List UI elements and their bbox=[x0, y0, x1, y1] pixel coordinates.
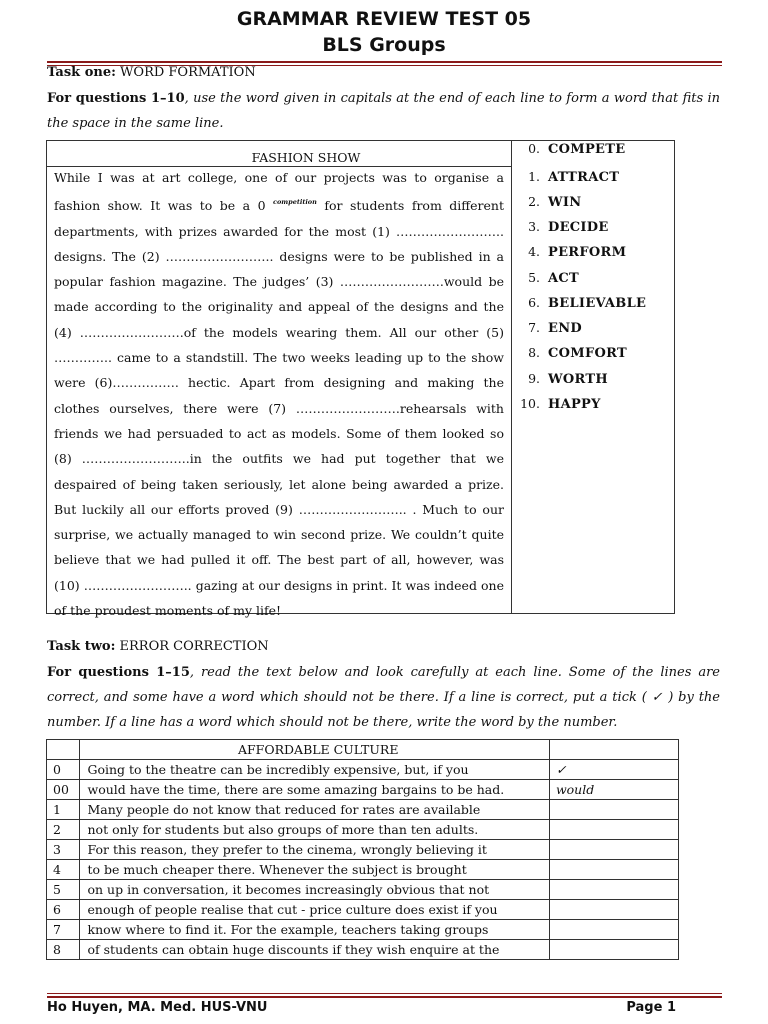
row-text: Going to the theatre can be incredibly expensive, but, if you bbox=[79, 760, 549, 780]
table-divider bbox=[511, 140, 512, 614]
keyword-row bbox=[514, 219, 609, 235]
row-text: enough of people realise that cut - price culture does exist if you bbox=[79, 900, 549, 920]
row-answer[interactable]: would bbox=[549, 780, 678, 800]
keyword-row bbox=[514, 295, 646, 311]
keyword-word: ATTRACT bbox=[548, 170, 620, 185]
row-text: on up in conversation, it becomes increasingly obvious that not bbox=[79, 880, 549, 900]
row-number: 4 bbox=[47, 860, 80, 880]
error-correction-table bbox=[46, 739, 679, 960]
row-answer[interactable] bbox=[549, 940, 678, 960]
row-number: 1 bbox=[47, 800, 80, 820]
row-answer[interactable]: ✓ bbox=[549, 760, 678, 780]
table-row bbox=[47, 880, 679, 900]
row-text: to be much cheaper there. Whenever the subject is brought bbox=[79, 860, 549, 880]
passage-example-word: competition bbox=[273, 198, 317, 207]
footer-author: Ho Huyen, MA. Med. HUS-VNU bbox=[47, 1000, 268, 1015]
passage-title: FASHION SHOW bbox=[251, 150, 361, 165]
table-header-row bbox=[47, 740, 679, 760]
row-text: For this reason, they prefer to the cinema, wrongly believing it bbox=[79, 840, 549, 860]
task-one-heading bbox=[47, 65, 256, 80]
keyword-number: 0. bbox=[528, 141, 540, 156]
keyword-row bbox=[514, 396, 601, 412]
task-two-instr-text: , read the text below and look carefully at each line. Some of the lines are correct, and some have a word which should not be there. If a line is correct, put a tick ( ✓ ) by the number. If a line has a word which should not be there, write the word by the number. bbox=[47, 665, 720, 730]
keyword-row bbox=[514, 194, 581, 210]
keyword-number: 5. bbox=[528, 270, 540, 285]
row-text: Many people do not know that reduced for rates are available bbox=[79, 800, 549, 820]
keyword-word: WORTH bbox=[548, 372, 608, 387]
keyword-number: 4. bbox=[528, 244, 540, 259]
task-two-heading bbox=[47, 639, 269, 654]
keyword-row bbox=[514, 371, 608, 387]
keyword-number: 3. bbox=[528, 219, 540, 234]
row-answer[interactable] bbox=[549, 820, 678, 840]
keyword-word: COMPETE bbox=[548, 142, 626, 157]
page-subtitle: BLS Groups bbox=[322, 34, 446, 56]
footer-rule bbox=[47, 996, 722, 998]
keyword-word: ACT bbox=[548, 271, 580, 286]
task-one-prefix: Task one: bbox=[47, 65, 116, 80]
keyword-word: BELIEVABLE bbox=[548, 296, 647, 311]
keyword-number: 9. bbox=[528, 371, 540, 386]
keyword-row bbox=[514, 270, 579, 286]
table-row bbox=[47, 760, 679, 780]
task-two-name: ERROR CORRECTION bbox=[119, 639, 269, 654]
keyword-word: PERFORM bbox=[548, 245, 627, 260]
row-number: 00 bbox=[47, 780, 80, 800]
table-row bbox=[47, 780, 679, 800]
row-text: of students can obtain huge discounts if they wish enquire at the bbox=[79, 940, 549, 960]
row-answer[interactable] bbox=[549, 900, 678, 920]
keyword-word: HAPPY bbox=[548, 397, 601, 412]
row-number: 0 bbox=[47, 760, 80, 780]
row-answer[interactable] bbox=[549, 840, 678, 860]
table-row bbox=[47, 860, 679, 880]
task-one-instr-bold: For questions 1–10 bbox=[47, 91, 185, 106]
keyword-row bbox=[514, 244, 626, 260]
table-row bbox=[47, 920, 679, 940]
table-row bbox=[47, 800, 679, 820]
keyword-number: 7. bbox=[528, 320, 540, 335]
table-row bbox=[47, 840, 679, 860]
keyword-row bbox=[514, 345, 627, 361]
row-text: know where to find it. For the example, teachers taking groups bbox=[79, 920, 549, 940]
page-title: GRAMMAR REVIEW TEST 05 bbox=[236, 8, 532, 30]
keyword-number: 2. bbox=[528, 194, 540, 209]
row-number: 5 bbox=[47, 880, 80, 900]
keyword-word: END bbox=[548, 321, 582, 336]
row-text: not only for students but also groups of more than ten adults. bbox=[79, 820, 549, 840]
row-number: 8 bbox=[47, 940, 80, 960]
keyword-word: COMFORT bbox=[548, 346, 627, 361]
row-text: would have the time, there are some amazing bargains to be had. bbox=[79, 780, 549, 800]
task-one-name: WORD FORMATION bbox=[120, 65, 256, 80]
passage-text bbox=[54, 165, 504, 623]
keyword-row bbox=[514, 320, 582, 336]
task-one-instr-text: , use the word given in capitals at the end of each line to form a word that fits in the space in the same line. bbox=[47, 91, 720, 131]
row-answer[interactable] bbox=[549, 880, 678, 900]
keyword-row bbox=[514, 141, 625, 157]
keyword-row bbox=[514, 169, 619, 185]
task-two-prefix: Task two: bbox=[47, 639, 116, 654]
passage-part-2: for students from different departments, with prizes awarded for the most (1) …………………….. designs. The (2) …………………….. designs were to be published in a popular fashion magazine. The judges’ (3) …………………….would be made according to the originality and appeal of the designs and the (4) …………………….of the models wearing them. All our other (5) ………….. came to a standstill. The two weeks leading up to the show were (6)……………. hectic. Apart from designing and making the clothes ourselves, there were (7) …………………….rehearsals with friends we had persuaded to act as models. Some of them looked so (8) ……………………..in the outfits we had put together that we despaired of being taken seriously, let alone being awarded a prize. But luckily all our efforts proved (9) …………………….. . Much to our surprise, we actually managed to win second prize. We couldn’t quite believe that we had pulled it off. The best part of all, however, was (10) …………………….. gazing at our designs in print. It was indeed one of the proudest moments of my life! bbox=[54, 198, 504, 619]
keyword-number: 10. bbox=[520, 396, 540, 411]
task-one-instructions bbox=[47, 86, 720, 136]
table-row bbox=[47, 940, 679, 960]
task-two-instr-bold: For questions 1–15 bbox=[47, 665, 190, 680]
keyword-number: 6. bbox=[528, 295, 540, 310]
keyword-number: 8. bbox=[528, 345, 540, 360]
keyword-word: WIN bbox=[548, 195, 582, 210]
footer-rule-thin bbox=[47, 993, 722, 994]
passage-part-1: While I was at art college, one of our projects was to organise a fashion show. It was to be a 0 bbox=[54, 170, 504, 214]
table-row bbox=[47, 820, 679, 840]
task-two-instructions bbox=[47, 660, 720, 735]
table-row bbox=[47, 900, 679, 920]
row-answer[interactable] bbox=[549, 800, 678, 820]
footer-page-number: Page 1 bbox=[626, 1000, 676, 1015]
row-number: 6 bbox=[47, 900, 80, 920]
keyword-word: DECIDE bbox=[548, 220, 609, 235]
row-number: 7 bbox=[47, 920, 80, 940]
header-rule bbox=[47, 61, 722, 63]
row-number: 2 bbox=[47, 820, 80, 840]
row-answer[interactable] bbox=[549, 920, 678, 940]
keyword-number: 1. bbox=[528, 169, 540, 184]
row-number: 3 bbox=[47, 840, 80, 860]
row-answer[interactable] bbox=[549, 860, 678, 880]
table-title: AFFORDABLE CULTURE bbox=[79, 740, 549, 760]
